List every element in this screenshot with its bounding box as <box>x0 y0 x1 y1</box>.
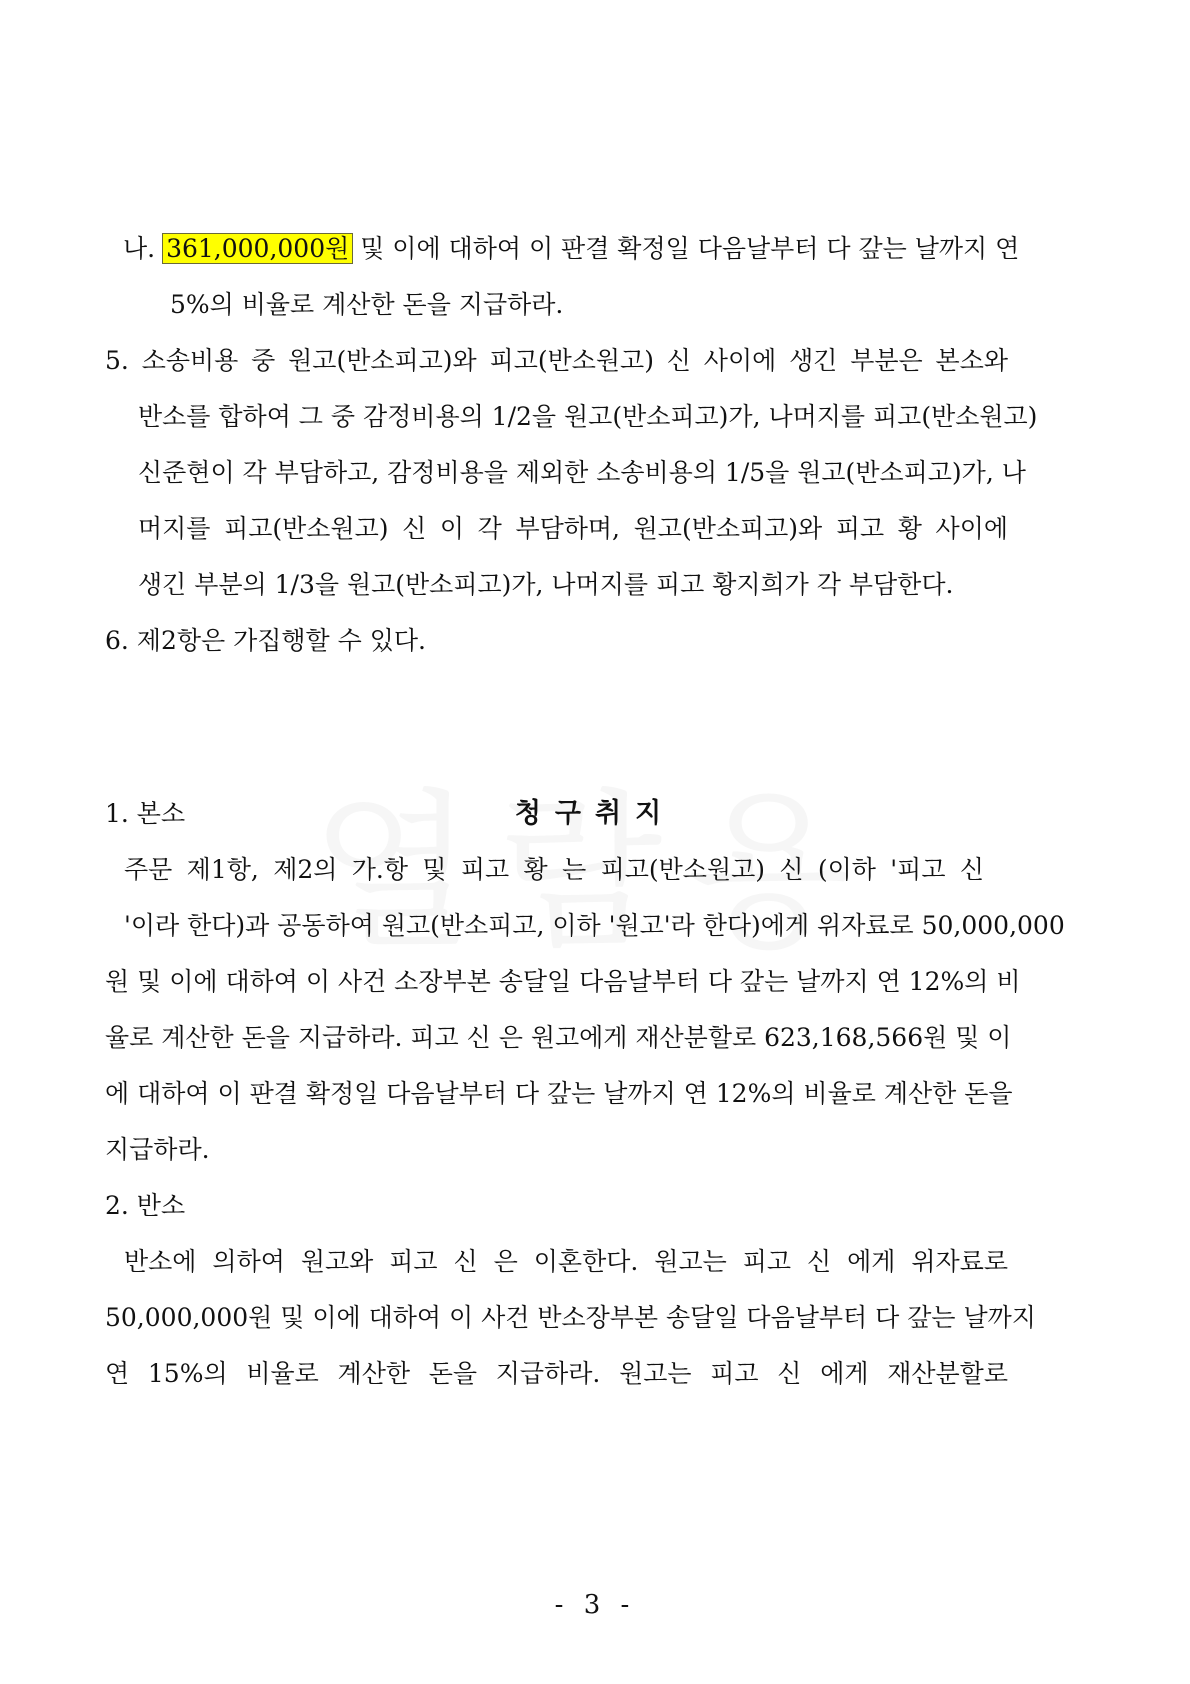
page-number: - 3 - <box>554 1590 636 1620</box>
item-5-line-1: 5. 소송비용 중 원고(반소피고)와 피고(반소원고) 신 사이에 생긴 부분은 본소와 <box>105 346 1008 375</box>
claim-2-line-2: 50,000,000원 및 이에 대하여 이 사건 반소장부본 송달일 다음날부터 다 갚는 날까지 <box>105 1303 1036 1332</box>
section-heading: 청구취지 <box>514 798 676 829</box>
claim-1-line-3: 원 및 이에 대하여 이 사건 소장부본 송달일 다음날부터 다 갚는 날까지 연 12%의 비 <box>105 967 1021 996</box>
claim-2-line-3: 연 15%의 비율로 계산한 돈을 지급하라. 원고는 피고 신 에게 재산분할로 <box>105 1359 1008 1388</box>
claim-1-line-6: 지급하라. <box>105 1135 210 1164</box>
item-6: 6. 제2항은 가집행할 수 있다. <box>105 626 426 655</box>
claim-2-title: 2. 반소 <box>105 1191 186 1220</box>
item-na-line-2: 5%의 비율로 계산한 돈을 지급하라. <box>170 290 564 319</box>
item-5-line-3: 신준현이 각 부담하고, 감정비용을 제외한 소송비용의 1/5을 원고(반소피고)가, 나 <box>138 458 1026 487</box>
claim-1-line-2: '이라 한다)과 공동하여 원고(반소피고, 이하 '원고'라 한다)에게 위자료로 50,000,000 <box>124 911 1065 940</box>
claim-2-line-1: 반소에 의하여 원고와 피고 신 은 이혼한다. 원고는 피고 신 에게 위자료로 <box>124 1247 1008 1276</box>
claim-1-line-5: 에 대하여 이 판결 확정일 다음날부터 다 갚는 날까지 연 12%의 비율로 계산한 돈을 <box>105 1079 1013 1108</box>
item-5-line-4: 머지를 피고(반소원고) 신 이 각 부담하며, 원고(반소피고)와 피고 황 사이에 <box>138 514 1008 543</box>
item-5-line-2: 반소를 합하여 그 중 감정비용의 1/2을 원고(반소피고)가, 나머지를 피고(반소원고) <box>138 402 1038 431</box>
highlighted-amount: 361,000,000원 <box>163 234 352 263</box>
item-na-line-1 <box>123 232 1020 266</box>
claim-1-line-1: 주문 제1항, 제2의 가.항 및 피고 황 는 피고(반소원고) 신 (이하 '피고 신 <box>124 855 984 884</box>
item-na-rest: 및 이에 대하여 이 판결 확정일 다음날부터 다 갚는 날까지 연 <box>352 234 1020 263</box>
item-na-marker: 나. <box>123 234 156 263</box>
claim-1-line-4: 율로 계산한 돈을 지급하라. 피고 신 은 원고에게 재산분할로 623,168,566원 및 이 <box>105 1023 1012 1052</box>
claim-1-title: 1. 본소 <box>105 799 186 828</box>
item-5-line-5: 생긴 부분의 1/3을 원고(반소피고)가, 나머지를 피고 황지희가 각 부담한다. <box>138 570 954 599</box>
